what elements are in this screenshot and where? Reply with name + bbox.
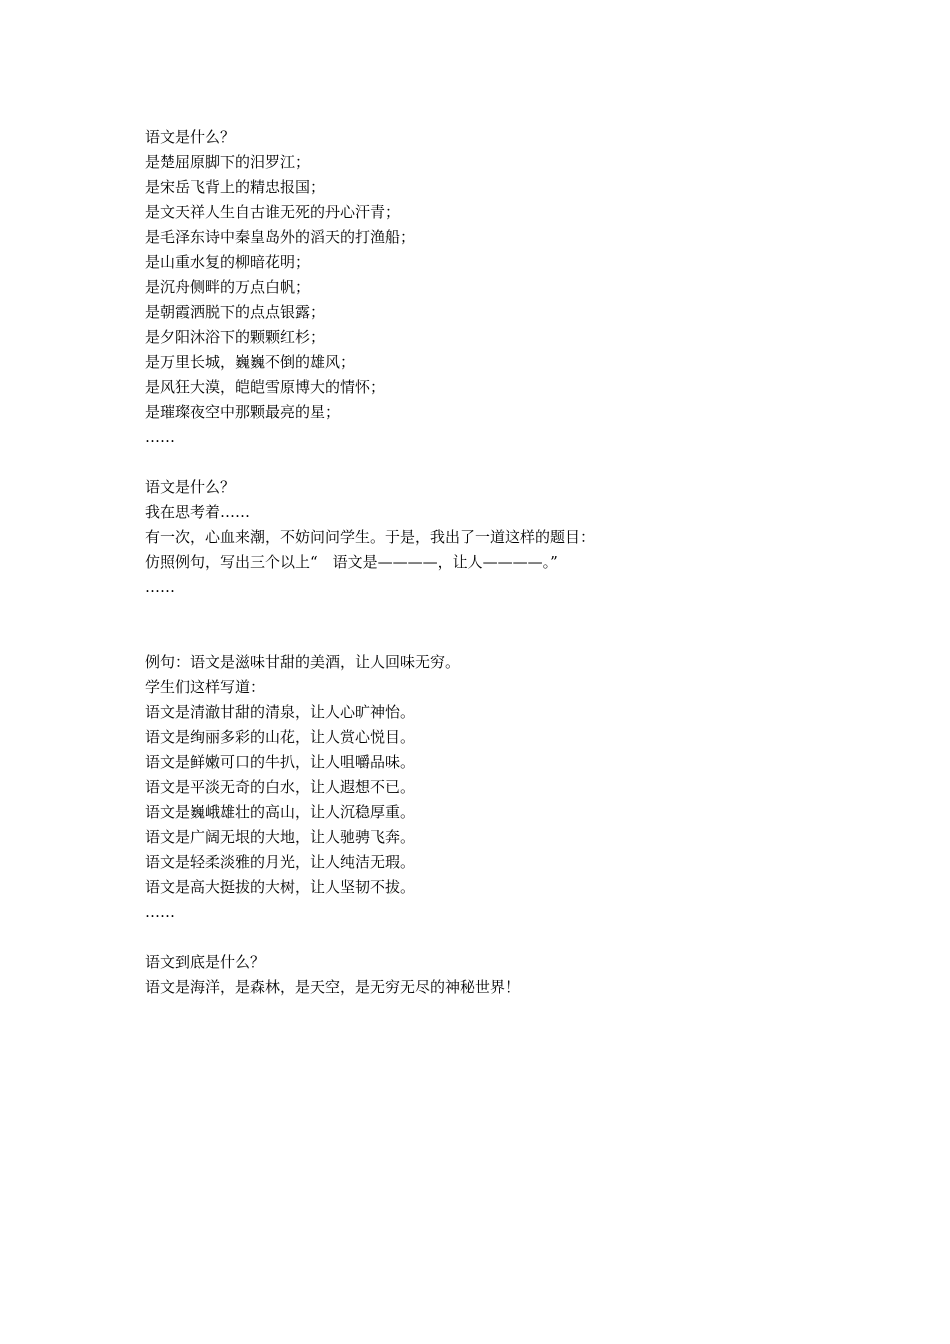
text-line: 语文是轻柔淡雅的月光，让人纯洁无瑕。: [145, 853, 416, 871]
text-line: 仿照例句，写出三个以上“ 语文是————，让人————。”: [145, 553, 558, 571]
text-line: 语文是海洋，是森林，是天空，是无穷无尽的神秘世界！: [145, 978, 521, 996]
paragraph-spacer: [145, 450, 845, 475]
section-thinking: [145, 475, 845, 600]
text-line: 是风狂大漠，皑皑雪原博大的情怀；: [145, 378, 386, 396]
ellipsis-line: ……: [145, 903, 175, 921]
text-line: 语文到底是什么？: [145, 953, 266, 971]
section-student-answers: [145, 650, 845, 925]
text-line: 是山重水复的柳暗花明；: [145, 253, 311, 271]
text-line: 语文是什么？: [145, 478, 236, 496]
text-line: 是沉舟侧畔的万点白帆；: [145, 278, 311, 296]
text-line: 是夕阳沐浴下的颗颗红杉；: [145, 328, 326, 346]
text-line: 是宋岳飞背上的精忠报国；: [145, 178, 326, 196]
text-line: 语文是绚丽多彩的山花，让人赏心悦目。: [145, 728, 416, 746]
text-line: 语文是清澈甘甜的清泉，让人心旷神怡。: [145, 703, 416, 721]
text-line: 语文是平淡无奇的白水，让人遐想不已。: [145, 778, 416, 796]
text-line: 语文是什么？: [145, 128, 236, 146]
section-what-is-chinese: [145, 125, 845, 450]
text-line: 有一次，心血来潮，不妨问问学生。于是，我出了一道这样的题目：: [145, 528, 596, 546]
text-line: 学生们这样写道：: [145, 678, 266, 696]
ellipsis-line: ……: [145, 578, 175, 596]
text-line: 语文是高大挺拔的大树，让人坚韧不拔。: [145, 878, 416, 896]
text-line: 我在思考着……: [145, 503, 251, 521]
text-line: 是文天祥人生自古谁无死的丹心汗青；: [145, 203, 401, 221]
text-line: 语文是广阔无垠的大地，让人驰骋飞奔。: [145, 828, 416, 846]
text-line: 是楚屈原脚下的汨罗江；: [145, 153, 311, 171]
text-line: 是朝霞洒脱下的点点银露；: [145, 303, 326, 321]
document-body: [145, 125, 845, 1000]
section-conclusion: [145, 950, 845, 1000]
text-line: 是璀璨夜空中那颗最亮的星；: [145, 403, 341, 421]
text-line: 是毛泽东诗中秦皇岛外的滔天的打渔船；: [145, 228, 416, 246]
paragraph-spacer: [145, 925, 845, 950]
text-line: 语文是鲜嫩可口的牛扒，让人咀嚼品味。: [145, 753, 416, 771]
text-line: 例句：语文是滋味甘甜的美酒，让人回味无穷。: [145, 653, 461, 671]
text-line: 是万里长城，巍巍不倒的雄风；: [145, 353, 356, 371]
text-line: 语文是巍峨雄壮的高山，让人沉稳厚重。: [145, 803, 416, 821]
ellipsis-line: ……: [145, 428, 175, 446]
paragraph-spacer: [145, 600, 845, 650]
